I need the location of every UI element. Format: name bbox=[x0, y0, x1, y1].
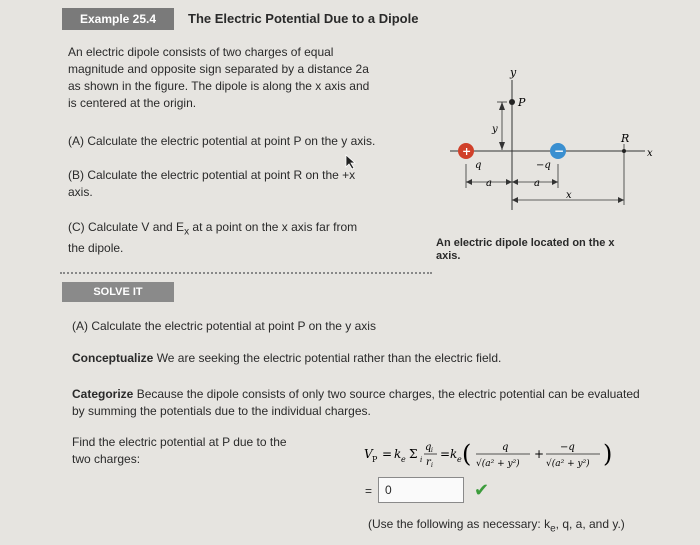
categorize-body: Because the dipole consists of only two source charges, the electric potential can be evaluated bbox=[133, 387, 640, 401]
find-line: two charges: bbox=[72, 452, 141, 466]
eq-qi-sub: i bbox=[431, 447, 433, 454]
x-dist-label: x bbox=[566, 190, 572, 201]
part-b-line: (B) Calculate the electric potential at point R on the +x bbox=[68, 168, 356, 182]
eq-sigma-sub: i bbox=[420, 456, 423, 464]
intro-line: as shown in the figure. The dipole is along the x axis and bbox=[68, 79, 370, 93]
plus-sign: + bbox=[462, 145, 472, 158]
eq-equals-1: = bbox=[382, 447, 393, 461]
part-b-text bbox=[68, 167, 355, 201]
intro-line: is centered at the origin. bbox=[68, 96, 197, 110]
caption-line: An electric dipole located on the x bbox=[436, 237, 615, 249]
find-line: Find the electric potential at P due to the bbox=[72, 435, 287, 449]
conceptualize-text bbox=[72, 350, 672, 367]
answer-equals: = bbox=[365, 484, 373, 498]
a-right-label: a bbox=[534, 178, 540, 189]
part-c-line: the dipole. bbox=[68, 241, 124, 256]
categorize-line: by summing the potentials due to the individual charges. bbox=[72, 404, 371, 418]
eq-ke-sub-2: e bbox=[457, 455, 462, 464]
example-title: The Electric Potential Due to a Dipole bbox=[188, 11, 419, 26]
part-a-text: (A) Calculate the electric potential at point P on the y axis. bbox=[68, 134, 376, 148]
q-pos-label: q bbox=[475, 160, 482, 171]
eq-equals-2: = bbox=[440, 447, 451, 461]
note-tail: , q, a, and y.) bbox=[555, 517, 625, 531]
answer-input[interactable]: 0 bbox=[378, 477, 464, 503]
potential-equation bbox=[362, 430, 632, 474]
point-r-label: R bbox=[621, 132, 630, 145]
intro-line: magnitude and opposite sign separated by a distance 2a bbox=[68, 62, 369, 76]
figure-caption bbox=[436, 237, 656, 263]
categorize-text bbox=[72, 386, 672, 420]
eq-open-paren: ( bbox=[462, 440, 472, 468]
part-c-sub: x bbox=[184, 226, 190, 238]
eq-close-paren: ) bbox=[603, 440, 613, 468]
cursor-icon bbox=[345, 154, 357, 170]
variables-note bbox=[368, 517, 625, 534]
point-p bbox=[509, 99, 515, 105]
section-divider bbox=[60, 272, 432, 274]
note-sub: e bbox=[550, 523, 556, 535]
intro-line: An electric dipole consists of two charges of equal bbox=[68, 45, 334, 59]
correct-check-icon: ✔ bbox=[474, 480, 490, 500]
conceptualize-label: Conceptualize bbox=[72, 351, 154, 365]
eq-ke-1: k bbox=[394, 447, 402, 461]
solve-part-a: (A) Calculate the electric potential at point P on the y axis bbox=[72, 319, 376, 333]
part-c-a: (C) Calculate V and E bbox=[68, 220, 185, 234]
eq-lhs-sub: P bbox=[372, 455, 378, 464]
y-axis-label: y bbox=[510, 66, 517, 79]
example-label: Example 25.4 bbox=[62, 8, 174, 30]
dipole-figure bbox=[440, 60, 670, 230]
caption-line: axis. bbox=[436, 250, 461, 262]
q-neg-label: −q bbox=[536, 160, 551, 171]
note-text: (Use the following as necessary: k bbox=[368, 517, 551, 531]
eq-den-1: √(a² + y²) bbox=[476, 459, 520, 469]
point-r bbox=[622, 149, 626, 153]
eq-ke-sub-1: e bbox=[401, 455, 406, 464]
conceptualize-body: We are seeking the electric potential rather than the electric field. bbox=[153, 351, 502, 365]
eq-qi: q bbox=[425, 442, 432, 453]
problem-intro bbox=[68, 44, 408, 112]
eq-lhs: V bbox=[364, 447, 373, 461]
y-dist-label: y bbox=[492, 124, 498, 135]
part-c-b: at a point on the x axis far from bbox=[189, 220, 358, 234]
eq-ri-sub: i bbox=[431, 462, 433, 469]
eq-sigma: Σ bbox=[409, 447, 418, 461]
part-c-text bbox=[68, 219, 398, 257]
eq-num-1: q bbox=[502, 442, 509, 453]
eq-plus: + bbox=[534, 447, 545, 461]
a-left-label: a bbox=[486, 178, 492, 189]
find-potential-text bbox=[72, 434, 332, 468]
eq-ke-2: k bbox=[450, 447, 458, 461]
part-b-line: axis. bbox=[68, 185, 93, 199]
eq-den-2: √(a² + y²) bbox=[546, 459, 590, 469]
solve-it-label: SOLVE IT bbox=[62, 282, 174, 302]
eq-ri: r bbox=[426, 457, 431, 468]
x-axis-label: x bbox=[647, 148, 653, 159]
point-p-label: P bbox=[518, 96, 526, 109]
eq-num-2: −q bbox=[560, 442, 575, 453]
minus-sign: − bbox=[554, 144, 565, 158]
categorize-label: Categorize bbox=[72, 387, 134, 401]
